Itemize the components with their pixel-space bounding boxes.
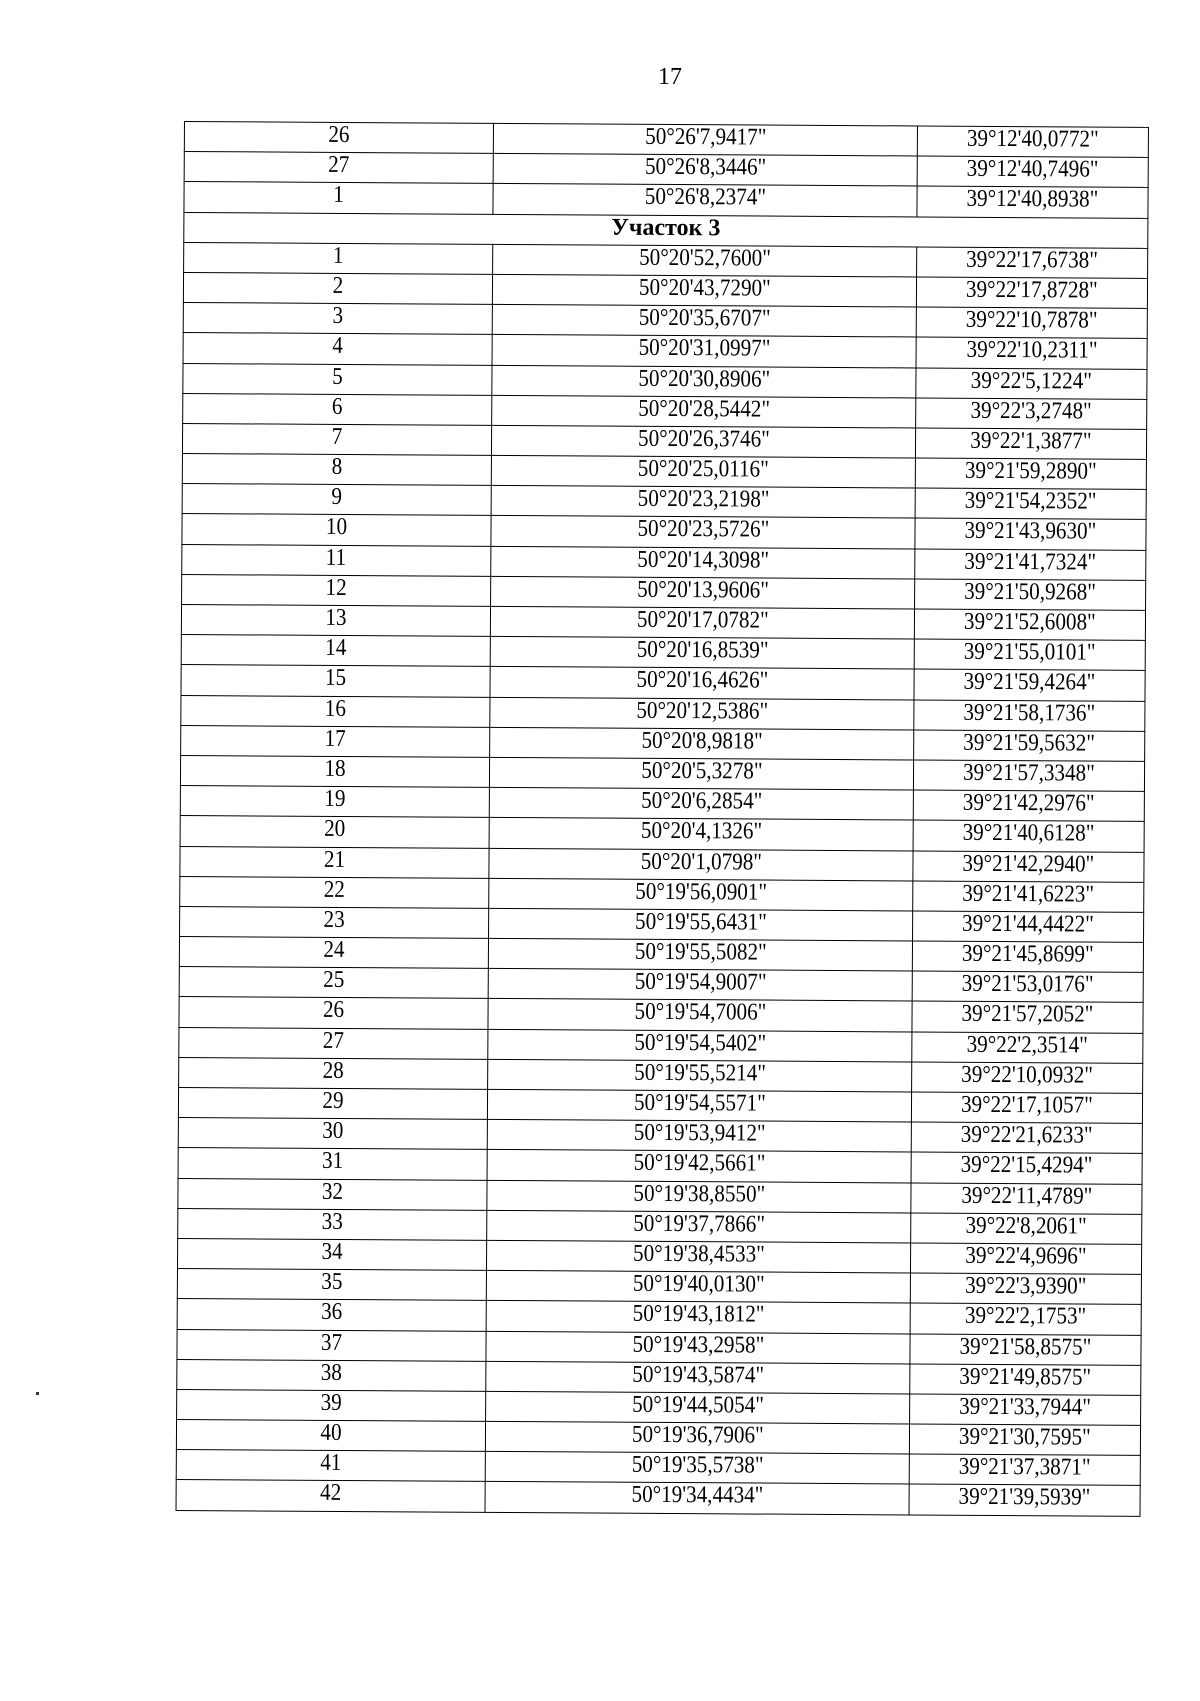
longitude: 39°12'40,0772"	[966, 125, 1099, 153]
latitude: 50°19'35,5738"	[631, 1452, 764, 1479]
longitude: 39°22'10,0932"	[961, 1061, 1094, 1089]
point-number: 40	[320, 1419, 342, 1447]
latitude-cell	[485, 1452, 909, 1485]
point-number-cell	[177, 1269, 486, 1301]
point-number-cell	[179, 1057, 488, 1089]
point-number: 38	[320, 1359, 342, 1386]
latitude-cell	[486, 1301, 910, 1334]
latitude: 50°20'4,1326"	[640, 818, 762, 845]
point-number: 14	[325, 635, 347, 662]
longitude: 39°21'30,7595"	[959, 1423, 1091, 1451]
longitude-cell	[909, 1484, 1140, 1516]
point-number: 6	[331, 393, 343, 420]
point-number-cell	[177, 1329, 486, 1361]
latitude-cell	[492, 365, 916, 398]
point-number-cell	[178, 1118, 487, 1150]
latitude: 50°19'43,1812"	[632, 1301, 765, 1328]
latitude-cell	[487, 1120, 911, 1153]
longitude: 39°22'10,7878"	[965, 306, 1098, 334]
point-number: 16	[324, 695, 347, 722]
page-number: 17	[658, 64, 682, 90]
latitude: 50°19'38,4533"	[632, 1240, 765, 1268]
longitude-cell	[913, 820, 1144, 852]
longitude: 39°22'2,1753"	[965, 1303, 1087, 1330]
section-title: Участок 3	[184, 212, 1148, 248]
point-number: 15	[324, 665, 347, 692]
latitude: 50°20'31,0997"	[638, 335, 771, 362]
longitude-cell	[912, 971, 1143, 1003]
longitude-cell	[914, 730, 1145, 762]
latitude-cell	[493, 123, 917, 156]
longitude: 39°22'11,4789"	[960, 1182, 1093, 1210]
point-number: 30	[322, 1118, 344, 1145]
longitude: 39°21'52,6008"	[963, 608, 1096, 636]
latitude: 50°20'6,2854"	[640, 787, 763, 815]
latitude-cell	[487, 1089, 911, 1122]
latitude-cell	[493, 184, 917, 217]
longitude: 39°21'55,0101"	[963, 638, 1096, 666]
latitude: 50°19'53,9412"	[633, 1119, 766, 1147]
longitude-cell	[917, 247, 1148, 279]
longitude-cell	[910, 1364, 1141, 1396]
longitude: 39°21'39,5939"	[958, 1484, 1091, 1512]
longitude: 39°21'49,8575"	[959, 1363, 1092, 1391]
point-number-cell	[180, 876, 489, 908]
point-number: 22	[323, 876, 345, 903]
latitude: 50°19'55,5214"	[633, 1059, 766, 1087]
latitude: 50°26'8,2374"	[644, 184, 766, 211]
latitude: 50°19'54,5402"	[633, 1029, 766, 1057]
point-number: 42	[319, 1480, 342, 1507]
point-number: 27	[328, 152, 350, 179]
longitude-cell	[912, 941, 1143, 973]
latitude-cell	[488, 1029, 912, 1062]
latitude: 50°19'54,5571"	[633, 1089, 766, 1117]
point-number-cell	[181, 725, 490, 757]
point-number-cell	[177, 1389, 486, 1421]
latitude: 50°20'16,4626"	[636, 667, 769, 694]
longitude-cell	[915, 579, 1146, 611]
latitude-cell	[488, 1059, 912, 1092]
point-number-cell	[178, 1148, 487, 1180]
latitude-cell	[492, 274, 916, 307]
longitude: 39°22'3,2748"	[970, 397, 1092, 425]
latitude: 50°20'5,3278"	[640, 757, 763, 785]
point-number: 23	[323, 906, 345, 933]
point-number: 20	[324, 816, 346, 843]
point-number: 29	[322, 1087, 344, 1114]
latitude-cell	[492, 395, 916, 428]
point-number-cell	[180, 846, 489, 878]
point-number-cell	[183, 363, 492, 395]
longitude: 39°21'42,2940"	[962, 850, 1095, 878]
point-number-cell	[179, 1027, 488, 1059]
latitude: 50°19'55,6431"	[634, 908, 767, 936]
longitude: 39°22'1,3877"	[970, 427, 1092, 455]
latitude: 50°19'43,2958"	[632, 1331, 764, 1359]
latitude-cell	[493, 154, 917, 187]
latitude-cell	[490, 727, 914, 760]
latitude: 50°19'38,8550"	[633, 1180, 765, 1208]
point-number-cell	[179, 997, 488, 1029]
longitude-cell	[912, 1001, 1143, 1033]
longitude: 39°21'33,7944"	[959, 1393, 1092, 1421]
longitude-cell	[914, 669, 1145, 701]
longitude: 39°21'41,6223"	[962, 880, 1095, 908]
longitude-cell	[914, 609, 1145, 641]
latitude-cell	[485, 1421, 909, 1454]
latitude-cell	[489, 757, 913, 790]
latitude: 50°19'40,0130"	[632, 1270, 765, 1298]
latitude: 50°20'16,8539"	[636, 636, 769, 664]
latitude-cell	[492, 305, 916, 338]
point-number-cell	[178, 1208, 487, 1240]
point-number: 28	[322, 1057, 344, 1084]
longitude: 39°22'4,9696"	[965, 1242, 1087, 1270]
point-number: 34	[321, 1238, 343, 1265]
longitude-cell	[914, 700, 1145, 732]
longitude: 39°21'50,9268"	[964, 578, 1097, 606]
latitude: 50°20'1,0798"	[640, 848, 762, 876]
longitude-cell	[913, 790, 1144, 822]
latitude: 50°19'54,9007"	[634, 969, 767, 996]
point-number-cell	[184, 182, 493, 214]
point-number: 13	[325, 604, 347, 632]
latitude-cell	[486, 1240, 910, 1273]
longitude-cell	[915, 458, 1146, 490]
longitude-cell	[912, 1032, 1143, 1064]
latitude-cell	[491, 516, 915, 549]
longitude: 39°21'57,3348"	[963, 759, 1095, 787]
longitude-cell	[913, 881, 1144, 913]
coordinates-table	[176, 121, 1149, 1516]
point-number: 35	[321, 1268, 343, 1296]
latitude-cell	[487, 1210, 911, 1243]
latitude: 50°20'52,7600"	[638, 244, 771, 272]
point-number-cell	[177, 1238, 486, 1270]
longitude: 39°21'43,9630"	[964, 518, 1097, 546]
latitude: 50°20'25,0116"	[637, 455, 769, 483]
longitude: 39°21'37,3871"	[958, 1454, 1091, 1481]
point-number: 18	[324, 755, 346, 782]
longitude-cell	[910, 1303, 1141, 1335]
point-number: 21	[323, 846, 346, 873]
point-number-cell	[180, 786, 489, 818]
latitude-cell	[490, 637, 914, 670]
latitude-cell	[487, 1150, 911, 1183]
latitude-cell	[491, 425, 915, 458]
point-number: 8	[331, 453, 343, 481]
latitude-cell	[486, 1270, 910, 1303]
longitude: 39°21'45,8699"	[961, 940, 1094, 968]
point-number-cell	[184, 152, 493, 184]
latitude-cell	[493, 244, 917, 277]
point-number: 33	[321, 1208, 343, 1235]
point-number: 11	[326, 544, 347, 571]
point-number-cell	[181, 635, 490, 667]
latitude: 50°20'17,0782"	[636, 606, 769, 634]
longitude-cell	[911, 1122, 1142, 1154]
latitude: 50°20'8,9818"	[641, 727, 763, 755]
point-number: 19	[324, 785, 346, 813]
point-number-cell	[183, 303, 492, 335]
point-number: 41	[320, 1450, 342, 1477]
latitude-cell	[487, 1180, 911, 1213]
latitude: 50°20'13,9606"	[636, 576, 769, 604]
point-number-cell	[180, 816, 489, 848]
table-row	[176, 1480, 1140, 1516]
point-number-cell	[176, 1450, 485, 1482]
longitude-cell	[911, 1213, 1142, 1245]
longitude-cell	[913, 760, 1144, 792]
longitude: 39°12'40,7496"	[966, 155, 1099, 183]
longitude: 39°22'17,6738"	[966, 246, 1099, 274]
latitude-cell	[491, 546, 915, 579]
latitude: 50°20'28,5442"	[637, 395, 770, 423]
point-number-cell	[178, 1178, 487, 1210]
point-number-cell	[176, 1480, 485, 1512]
latitude-cell	[485, 1482, 909, 1515]
point-number-cell	[182, 454, 491, 486]
point-number: 26	[328, 121, 350, 149]
latitude-cell	[490, 667, 914, 700]
latitude-cell	[491, 486, 915, 519]
latitude-cell	[486, 1361, 910, 1394]
point-number: 36	[321, 1299, 343, 1326]
latitude-cell	[488, 969, 912, 1002]
latitude: 50°26'7,9417"	[644, 123, 767, 151]
longitude: 39°22'5,1224"	[970, 367, 1093, 395]
point-number: 1	[333, 182, 344, 209]
longitude: 39°22'3,9390"	[965, 1272, 1087, 1300]
latitude: 50°19'43,5874"	[631, 1361, 764, 1389]
point-number-cell	[181, 604, 490, 636]
longitude: 39°21'42,2976"	[962, 789, 1095, 817]
longitude-cell	[909, 1454, 1140, 1486]
longitude-cell	[917, 126, 1148, 158]
longitude: 39°21'58,8575"	[959, 1333, 1092, 1361]
point-number-cell	[181, 695, 490, 727]
latitude-cell	[486, 1391, 910, 1424]
latitude: 50°20'43,7290"	[638, 274, 771, 302]
longitude: 39°22'2,3514"	[966, 1031, 1089, 1059]
point-number: 39	[320, 1389, 342, 1416]
latitude-cell	[492, 335, 916, 368]
scan-speck	[36, 1392, 39, 1395]
point-number-cell	[184, 242, 493, 274]
point-number: 12	[325, 574, 347, 601]
point-number-cell	[181, 665, 490, 697]
longitude-cell	[917, 186, 1148, 218]
point-number-cell	[182, 514, 491, 546]
latitude: 50°20'30,8906"	[637, 365, 770, 393]
latitude-cell	[490, 606, 914, 639]
latitude: 50°19'44,5054"	[631, 1391, 764, 1419]
point-number: 24	[323, 936, 345, 964]
point-number-cell	[180, 906, 489, 938]
point-number: 25	[323, 967, 345, 994]
point-number-cell	[184, 122, 493, 154]
point-number-cell	[180, 755, 489, 787]
longitude-cell	[910, 1273, 1141, 1305]
longitude: 39°21'57,2052"	[961, 1001, 1094, 1029]
longitude: 39°21'59,2890"	[964, 457, 1097, 485]
longitude-cell	[910, 1333, 1141, 1365]
point-number-cell	[176, 1420, 485, 1452]
point-number: 7	[331, 423, 343, 450]
longitude-cell	[913, 850, 1144, 882]
longitude: 39°22'10,2311"	[966, 337, 1098, 364]
longitude: 39°21'53,0176"	[961, 971, 1094, 998]
point-number-cell	[177, 1299, 486, 1331]
point-number: 3	[332, 303, 344, 330]
point-number-cell	[179, 967, 488, 999]
point-number: 32	[321, 1178, 344, 1205]
point-number: 9	[331, 484, 343, 511]
point-number-cell	[177, 1359, 486, 1391]
longitude: 39°21'59,5632"	[963, 729, 1096, 757]
longitude-cell	[916, 307, 1147, 339]
point-number: 1	[332, 242, 344, 269]
longitude-cell	[916, 367, 1147, 399]
longitude-cell	[915, 549, 1146, 581]
latitude-cell	[491, 576, 915, 609]
latitude-cell	[489, 908, 913, 941]
point-number-cell	[183, 272, 492, 304]
point-number-cell	[183, 393, 492, 425]
point-number-cell	[178, 1087, 487, 1119]
longitude: 39°21'44,4422"	[962, 910, 1095, 938]
point-number: 5	[332, 363, 343, 390]
latitude: 50°19'37,7866"	[632, 1210, 765, 1238]
latitude: 50°19'56,0901"	[634, 878, 767, 906]
point-number: 26	[322, 997, 345, 1024]
latitude-cell	[491, 455, 915, 488]
longitude-cell	[915, 488, 1146, 520]
longitude-cell	[910, 1394, 1141, 1426]
longitude: 39°21'59,4264"	[963, 669, 1096, 696]
longitude-cell	[916, 277, 1147, 309]
longitude: 39°22'17,1057"	[961, 1091, 1093, 1119]
longitude-cell	[909, 1424, 1140, 1456]
point-number: 10	[325, 514, 348, 541]
latitude: 50°19'55,5082"	[634, 938, 767, 966]
point-number-cell	[182, 484, 491, 516]
longitude: 39°22'8,2061"	[965, 1212, 1087, 1240]
latitude: 50°20'12,5386"	[635, 697, 768, 725]
latitude-cell	[489, 878, 913, 911]
point-number: 31	[322, 1148, 344, 1175]
latitude: 50°20'14,3098"	[636, 546, 769, 574]
latitude-cell	[488, 938, 912, 971]
point-number: 27	[322, 1027, 345, 1054]
latitude: 50°19'54,7006"	[634, 999, 767, 1027]
point-number: 37	[320, 1329, 343, 1356]
latitude: 50°19'42,5661"	[633, 1150, 766, 1177]
point-number: 2	[332, 272, 344, 299]
latitude-cell	[488, 999, 912, 1032]
longitude-cell	[917, 156, 1148, 188]
point-number-cell	[183, 333, 492, 365]
latitude: 50°26'8,3446"	[644, 154, 766, 181]
longitude: 39°12'40,8938"	[966, 186, 1099, 213]
longitude-cell	[910, 1243, 1141, 1275]
longitude: 39°22'15,4294"	[960, 1152, 1093, 1179]
longitude-cell	[915, 428, 1146, 460]
longitude: 39°22'21,6233"	[960, 1121, 1093, 1149]
latitude: 50°19'34,4434"	[631, 1482, 764, 1509]
latitude: 50°20'23,5726"	[637, 516, 769, 544]
latitude-cell	[490, 697, 914, 730]
longitude-cell	[911, 1183, 1142, 1215]
point-number-cell	[182, 423, 491, 455]
point-number-cell	[182, 544, 491, 576]
longitude: 39°22'17,8728"	[966, 276, 1098, 304]
longitude: 39°21'54,2352"	[964, 488, 1097, 515]
latitude-cell	[489, 818, 913, 851]
latitude: 50°20'35,6707"	[638, 304, 771, 332]
latitude: 50°20'23,2198"	[637, 486, 770, 513]
point-number: 17	[324, 725, 346, 752]
longitude-cell	[911, 1152, 1142, 1184]
longitude-cell	[916, 398, 1147, 430]
longitude-cell	[915, 518, 1146, 550]
longitude-cell	[911, 1092, 1142, 1124]
latitude-cell	[489, 848, 913, 881]
longitude-cell	[913, 911, 1144, 943]
latitude-cell	[486, 1331, 910, 1364]
latitude: 50°19'36,7906"	[631, 1421, 764, 1449]
point-number: 4	[332, 333, 343, 360]
longitude: 39°21'58,1736"	[963, 699, 1096, 727]
point-number-cell	[182, 574, 491, 606]
latitude-cell	[489, 788, 913, 821]
latitude: 50°20'26,3746"	[637, 425, 770, 453]
longitude-cell	[912, 1062, 1143, 1094]
longitude: 39°21'41,7324"	[964, 548, 1097, 576]
point-number-cell	[179, 937, 488, 969]
longitude-cell	[914, 639, 1145, 671]
longitude: 39°21'40,6128"	[962, 820, 1095, 847]
longitude-cell	[916, 337, 1147, 369]
